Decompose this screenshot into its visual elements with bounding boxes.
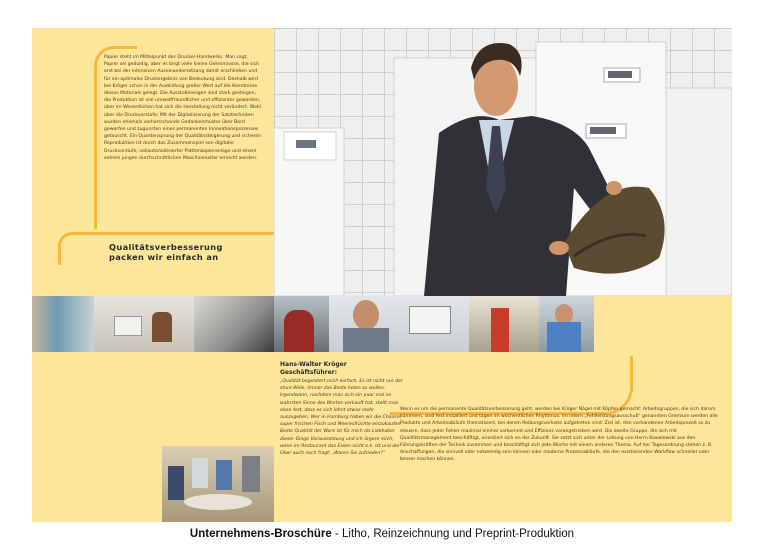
strip-photo-paper-rolls — [32, 296, 94, 352]
section-heading — [109, 242, 279, 262]
strip-photo-machine — [194, 296, 274, 352]
strip-photo-shop — [469, 296, 539, 352]
body-paragraph: Wenn es um die permanente Qualitätsverbesserung geht, werden bei Kröger Nägel mit Köpfen gemacht: Arbeitsgruppen, die sich darum kümmern, sind fest installiert und tagen im wöchentlichen Rhythmus. Im intern „Fehlleistungsausschuß“ genannten Gremium werden alle Produkte und Arbeitsabläufe thematisiert, bei denen Reibungsverluste aufgetreten sind: Ziel ist, den vorhandenen Arbeitsprozeß so zu steuern, dass jeder Fehler maximal einmal vorkommt und Effizienz vorangetrieben wird. Die zweite Gruppe, die sich mit Qualitätsmanagement beschäftigt, orientiert sich an der Zukunft. Sie setzt sich unter der Leitung von Herrn Kowalewski aus den Führungskräften der Technik zusammen und beschäftigt sich jede Woche mit einem anderen Thema. Auf der Tagesordnung stehen z. B. Anschaffungen, die sinnvoll oder notwendig sein können oder moderne Prozessabläufe, die den existierenden Workflow schneller oder besser machen können. — [400, 407, 718, 463]
strip-photo-screen-man — [329, 296, 469, 352]
portrait-photo — [274, 28, 732, 296]
strip-photo-worker — [274, 296, 329, 352]
intro-paragraph: Papier steht im Mittelpunkt des Drucker-Handwerks. Man sagt, Papier sei geduldig, aber es birgt viele kleine Geheimnisse, die sich erst bei der intensiven Auseinandersetzung damit erschließen und für ein optimales Druckergebnis von Bedeutung sind. Deshalb wird bei Kröger schon in der Ausbildung großer Wert auf die Kenntnisse dieses Materials gelegt. Die Ausstoßmengen sind stark gestiegen, die Produktion ist viel umweltfreundlicher und effizienter geworden, aber im Wesentlichen hat sich die Herstellung nicht verändert. Wohl aber die Druckvorstufe: Mit der Digitalisierung der Satztechniken wurden ehemals vorherrschende Gedankenmuster über Bord geworfen und zugunsten eines permanenten Innovationsprozesses getauscht. Ein Quantensprung der Qualitätssteigerung und sicheren Reproduktion ist durch das Zusammenspiel von digitaler Druckvorstufe, vollautomatisierter Plattenkopieranlage und einem extrem jungen durchschnittlichen Maschinenalter erreicht worden. — [104, 55, 262, 161]
quote-author-name: Hans-Walter Kröger — [280, 361, 347, 368]
heading-line-1: Qualitätsverbesserung — [109, 242, 223, 252]
photo-strip — [32, 296, 594, 352]
brochure-spread — [32, 28, 732, 522]
strip-photo-man-blue — [539, 296, 594, 352]
meeting-photo — [162, 446, 274, 522]
strip-photo-office — [94, 296, 194, 352]
caption-subtitle: - Litho, Reinzeichnung und Preprint-Produktion — [331, 528, 575, 540]
quote-paragraph: „Qualität begeistert mich einfach. Es ist nicht nur der sture Wille, Immer das Beste holen zu wollen. Irgendwann, nachdem man sich ein paar mal im wahrsten Sinne des Wortes verkauft hat, stellt man eben fest, dass es sich lohnt etwas mehr auszugeben. Wer in Hamburg haben wir die Chance, super frischen Fisch und Meeresfrüchte einzukaufen. Beste Qualität der Ware ist für mich als Liebhaber dieser Dinge Voraussetzung und ich ärgere mich, wenn im Restaurant das Essen nicht o.k. ist und der Ober auch noch fragt: „Waren Sie zufrieden?“ — [280, 379, 403, 457]
image-caption — [0, 528, 764, 540]
portrait-illustration — [274, 28, 732, 296]
quote-author-role: Geschäftsführer: — [280, 369, 338, 376]
heading-line-2: packen wir einfach an — [109, 252, 219, 262]
caption-title: Unternehmens-Broschüre — [189, 528, 332, 540]
